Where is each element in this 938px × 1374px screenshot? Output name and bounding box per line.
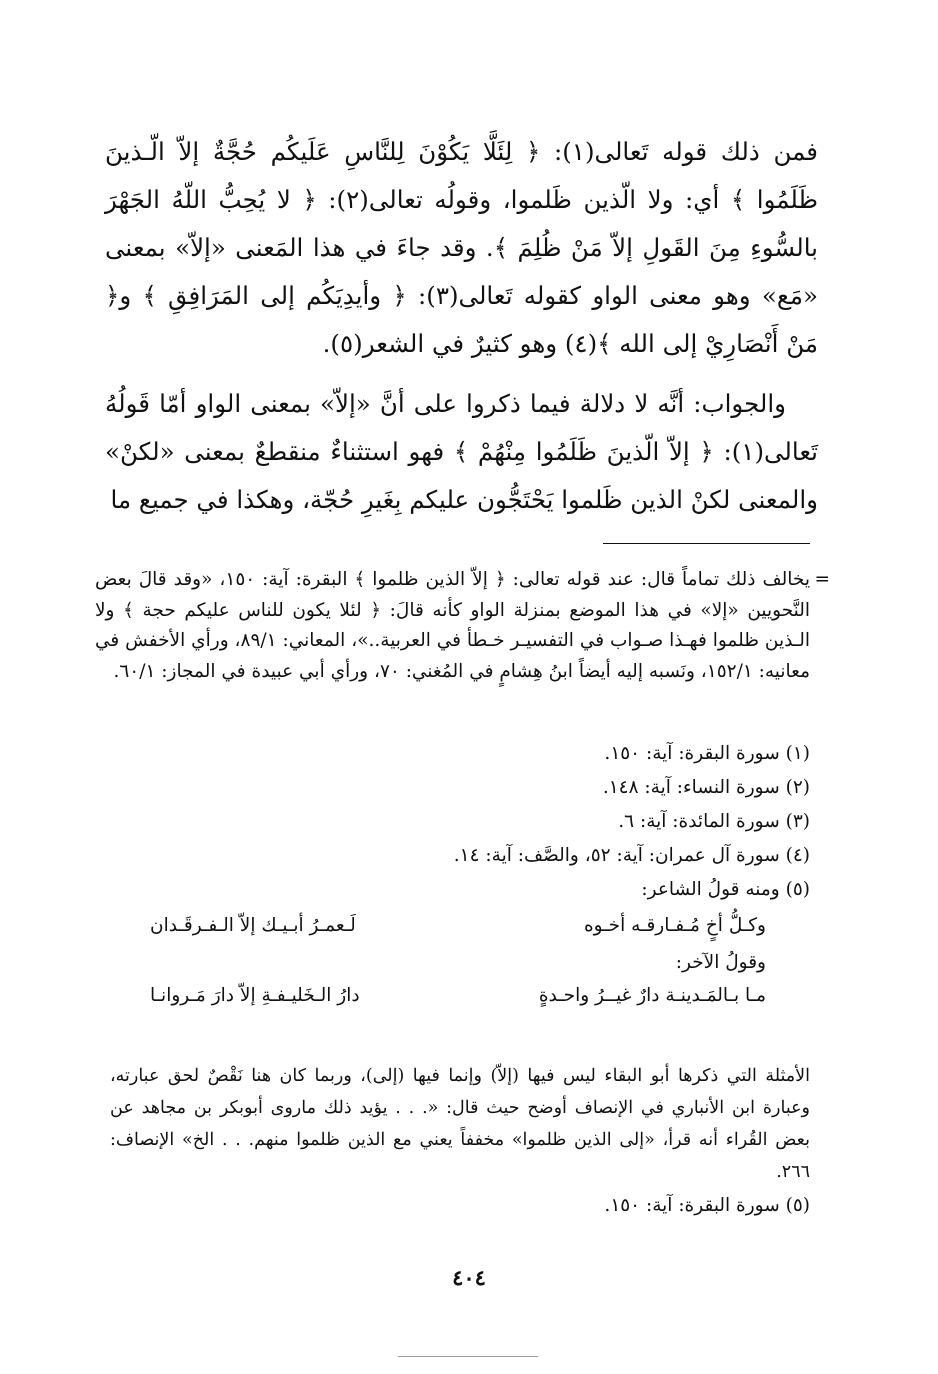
appended-note-reference: (٥) سورة البقرة: آية: ١٥٠. [604, 1195, 810, 1216]
verse-1-hemistich-1: وكـلُّ أخٍ مُـفـارقـه أخـوه [583, 915, 766, 936]
poetry-verse-2 [150, 985, 766, 1006]
main-paragraph-1: فمن ذلك قوله تَعالى(١): ﴿ لِئَلَّا يَكُوْنَ لِلنَّاسِ عَلَيكُم حُجَّةٌ إلاّ الّـذينَ ظَلَمُوا ﴾ أي: ولا الّذين ظَلموا، وقولُه تعالى(٢): ﴿ لا يُحِبُّ اللّهُ الجَهْرَ بالسُّوءِ مِنَ القَولِ إلاّ مَنْ ظُلِمَ ﴾. وقد جاءَ في هذا المَعنى «إلاّ» بمعنى «مَع» وهو معنى الواو كقوله تَعالى(٣): ﴿ وأيدِيَكُم إلى المَرَافِقِ ﴾ و﴿ مَنْ أَنْصَارِيْ إلى الله ﴾(٤) وهو كثيرٌ في الشعر(٥). [105, 137, 819, 358]
verse-1-hemistich-2: لَـعمـرُ أبـيـك إلاّ الـفـرقَـدان [150, 915, 356, 936]
page-number: ٤٠٤ [452, 1265, 486, 1290]
appended-note [110, 1060, 810, 1222]
continuation-marker: = [814, 569, 830, 590]
footnote-continuation [95, 565, 830, 687]
bottom-scan-line [398, 1356, 538, 1357]
footnote-continuation-text: يخالف ذلك تماماً قال: عند قوله تعالى: ﴿ إلاّ الذين ظلموا ﴾ البقرة: آية: ١٥٠، «وقد قالَ بعض النَّحويين «إلا» في هذا الموضع بمنزلة الواو كأنه قالَ: ﴿ لئلا يكون للناس عليكم حجة ﴾ ولا الـذين ظلموا فهـذا صـواب في التفسيـر خـطأ في العربية..»، المعاني: ٨٩/١، ورأي الأخفش في معانيه: ١٥٢/١، ونَسبه إليه أيضاً ابنُ هِشامٍ في المُغني: ٧٠، ورأي أبي عبيدة في المجاز: ٦٠/١. [95, 569, 811, 682]
appended-note-text: الأمثلة التي ذكرها أبو البقاء ليس فيها (إلاّ) وإنما فيها (إلى)، وربما كان هنا نَقْصٌ لحق عبارته، وعبارة ابن الأنباري في الإنصاف أوضح حيث قال: «. . . يؤيد ذلك ماروى أبوبكر بن مجاهد عن بعض القُراء أنه قرأ، «إلى الذين ظلموا» مخففاً يعني مع الذين ظلموا منهم. . . الخ» الإنصاف: ٢٦٦. [110, 1066, 810, 1182]
footnote-item: (٢) سورة النساء: آية: ١٤٨. [602, 777, 810, 798]
poetry-label: وقولُ الآخر: [675, 952, 766, 973]
footnote-list [95, 737, 810, 907]
main-text [105, 128, 818, 524]
footnote-item: (٣) سورة المائدة: آية: ٦. [618, 811, 810, 832]
poetry-verse-1 [150, 915, 766, 936]
main-paragraph-2: والجواب: أنَّه لا دلالة فيما ذكروا على أنَّ «إلاّ» بمعنى الواو أمّا قَولُهُ تَعالى(١): ﴿ إلاّ الّذينَ ظَلَمُوا مِنْهُمْ ﴾ فهو استثناءٌ منقطعٌ بمعنى «لكنْ» والمعنى لكنْ الذين ظَلموا يَحْتَجُّون عليكم بِغَيرِ حُجّة، وهكذا في جميع ما [105, 389, 818, 514]
footnote-item: (٤) سورة آل عمران: آية: ٥٢، والصَّف: آية: ١٤. [453, 845, 810, 866]
verse-2-hemistich-1: مـا بـالمَـدينـة دارٌ غيــرُ واحـدةٍ [538, 985, 766, 1006]
footnote-item: (٥) ومنه قولُ الشاعر: [641, 879, 810, 900]
footnote-item: (١) سورة البقرة: آية: ١٥٠. [604, 743, 810, 764]
footnote-separator [603, 543, 810, 544]
verse-2-hemistich-2: دارُ الـخَليـفـةِ إلاّ دارَ مَـروانـا [150, 985, 360, 1006]
